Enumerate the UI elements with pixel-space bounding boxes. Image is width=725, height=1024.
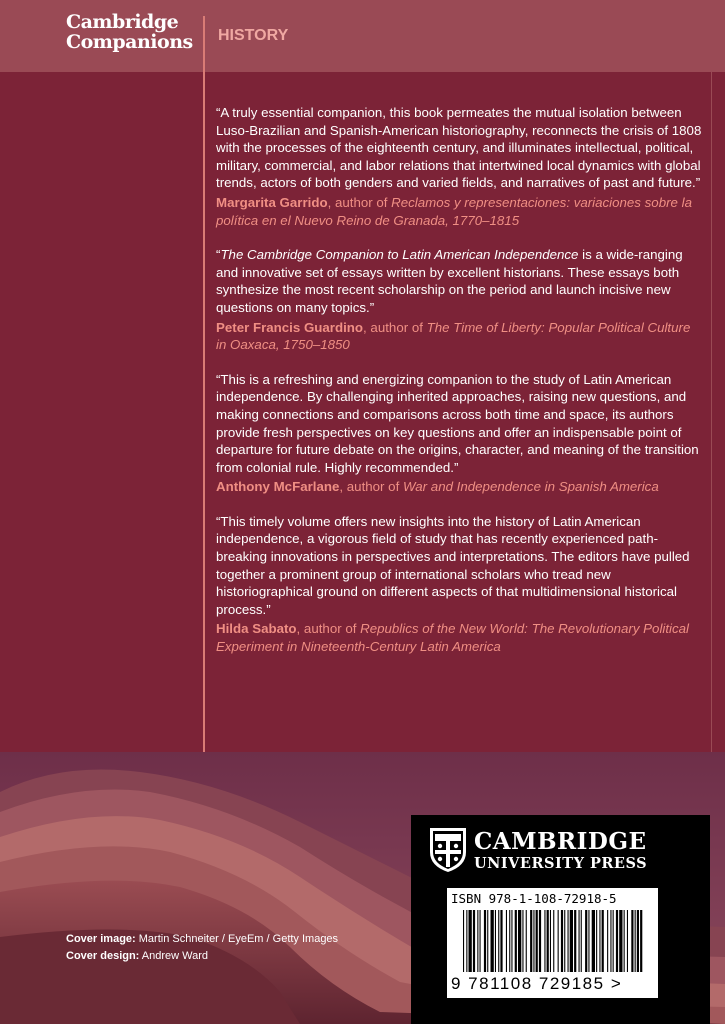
reviewer-work: War and Independence in Spanish America (402, 479, 659, 495)
publisher-line-1: CAMBRIDGE (474, 828, 647, 855)
barcode-bar (547, 910, 549, 972)
review-quote: “A truly essential companion, this book permeates the mutual isolation between Luso-Brazilian and Spanish-American historiography, reconnects the crisis of 1808 with the processes of the eighteenth century, and illuminates intellectual, political, military, commercial, and labor relations that intertwined local dynamics with global trends, actors of both genders and varied fields, and narratives of past and future.” (216, 105, 702, 191)
barcode-bar (469, 910, 472, 972)
barcode-bar (581, 910, 582, 972)
review-4 (216, 513, 704, 656)
barcode-bar (607, 910, 608, 972)
cover-image-credit: Cover image: Martin Schneiter / EyeEm / Getty Images (66, 933, 339, 945)
barcode-bar (635, 910, 636, 972)
barcode-bar (495, 910, 496, 972)
barcode-bar (599, 910, 600, 972)
barcode-bar (568, 910, 569, 972)
barcode-bar (515, 910, 517, 972)
reviewer-work: Reclamos y representaciones: variaciones sobre la política en el Nuevo Reino de Granada, 1770–1815 (216, 194, 692, 228)
barcode-bar (579, 910, 580, 972)
barcode-bar (473, 910, 475, 972)
barcode-bar (637, 910, 639, 972)
isbn-text: ISBN 978-1-108-72918-5 (451, 891, 617, 906)
review-1 (216, 104, 704, 229)
barcode-bar (491, 910, 494, 972)
ean-digits: 9 781108 729185 > (451, 974, 623, 993)
barcode-bar (602, 910, 604, 972)
review-attribution: Peter Francis Guardino, author of The Time of Liberty: Popular Political Culture in Oaxaca, 1750–1850 (216, 319, 691, 353)
barcode-bar (558, 910, 559, 972)
barcode-bar (631, 910, 633, 972)
reviewer-name: Hilda Sabato (216, 621, 297, 637)
barcode-bar (484, 910, 486, 972)
reviews-section (216, 104, 704, 673)
barcode-bar (592, 910, 595, 972)
logo-line-2: Companions (66, 31, 193, 53)
publisher-name (474, 828, 647, 873)
cambridge-crest-icon (428, 826, 468, 878)
barcode-bar (610, 910, 611, 972)
barcode-bar (506, 910, 507, 972)
barcode-bar (511, 910, 512, 972)
barcode-bar (619, 910, 622, 972)
barcode-bar (624, 910, 625, 972)
series-label: HISTORY (218, 27, 289, 44)
barcode-bar (509, 910, 510, 972)
barcode-bar (570, 910, 573, 972)
cover-credits (66, 931, 338, 965)
cover-design-credit: Cover design: Andrew Ward (66, 950, 209, 962)
isbn-barcode (447, 888, 658, 998)
barcode-bar (536, 910, 538, 972)
barcode-bar (487, 910, 488, 972)
review-quote: “This timely volume offers new insights into the history of Latin American independence, a vigorous field of study that has recently experienced path-breaking innovations in perspectives and interpretations. The editors have pulled together a prominent group of international scholars who tread new historiographical ground on different aspects of that multidimensional historical process.” (216, 513, 690, 617)
barcode-bar (526, 910, 527, 972)
reviewer-work: Republics of the New World: The Revolutionary Political Experiment in Nineteenth-Century Latin America (216, 621, 689, 655)
barcode-bar (588, 910, 589, 972)
barcode-bar (477, 910, 478, 972)
barcode-bar (522, 910, 523, 972)
reviewer-name: Peter Francis Guardino (216, 319, 364, 335)
vertical-divider (203, 16, 205, 762)
barcode-bar (574, 910, 576, 972)
reviewer-work: The Time of Liberty: Popular Political Culture in Oaxaca, 1750–1850 (216, 319, 691, 353)
review-3 (216, 371, 704, 496)
review-quote: “The Cambridge Companion to Latin American Independence is a wide-ranging and innovative set of essays written by excellent historians. These essays both synthesize the most recent scholarship on the period and launch incisive new questions on many topics.” (216, 247, 683, 315)
logo-line-1: Cambridge (66, 11, 179, 33)
barcode-bar (466, 910, 467, 972)
barcode-bar (564, 910, 565, 972)
barcode-bar (585, 910, 587, 972)
barcode-bar (500, 910, 502, 972)
barcode-bar (596, 910, 597, 972)
barcode-bar (518, 910, 521, 972)
barcode-bar (480, 910, 481, 972)
barcode-bar (553, 910, 554, 972)
barcode-bar (463, 910, 464, 972)
review-2 (216, 246, 704, 354)
right-edge-line (711, 0, 712, 825)
barcode-bar (530, 910, 532, 972)
barcode-bar (544, 910, 545, 972)
barcode-bar (533, 910, 534, 972)
reviewer-name: Margarita Garrido (216, 194, 328, 210)
reviewer-name: Anthony McFarlane (216, 479, 340, 495)
barcode-bar (550, 910, 551, 972)
review-attribution: Hilda Sabato, author of Republics of the New World: The Revolutionary Political Experiment in Nineteenth-Century Latin America (216, 621, 689, 655)
review-quote: “This is a refreshing and energizing companion to the study of Latin American independence. By challenging inherited approaches, raising new questions, and making connections and comparisons across both time and space, its authors provide fresh perspectives on key questions and offer an indispensable point of departure for future debate on the origins, character, and meaning of the transition from colonial rule. Highly recommended.” (216, 371, 699, 475)
review-attribution: Margarita Garrido, author of Reclamos y representaciones: variaciones sobre la política en el Nuevo Reino de Granada, 1770–1815 (216, 194, 692, 228)
barcode-bar (616, 910, 618, 972)
barcode-bar (613, 910, 614, 972)
barcode-bar (561, 910, 563, 972)
barcode-bar (539, 910, 541, 972)
review-attribution: Anthony McFarlane, author of War and Independence in Spanish America (216, 479, 659, 495)
barcode-bar (498, 910, 499, 972)
barcode-bar (627, 910, 628, 972)
barcode-bar (640, 910, 642, 972)
cambridge-companions-logo (66, 12, 193, 52)
publisher-line-2: UNIVERSITY PRESS (474, 855, 648, 872)
